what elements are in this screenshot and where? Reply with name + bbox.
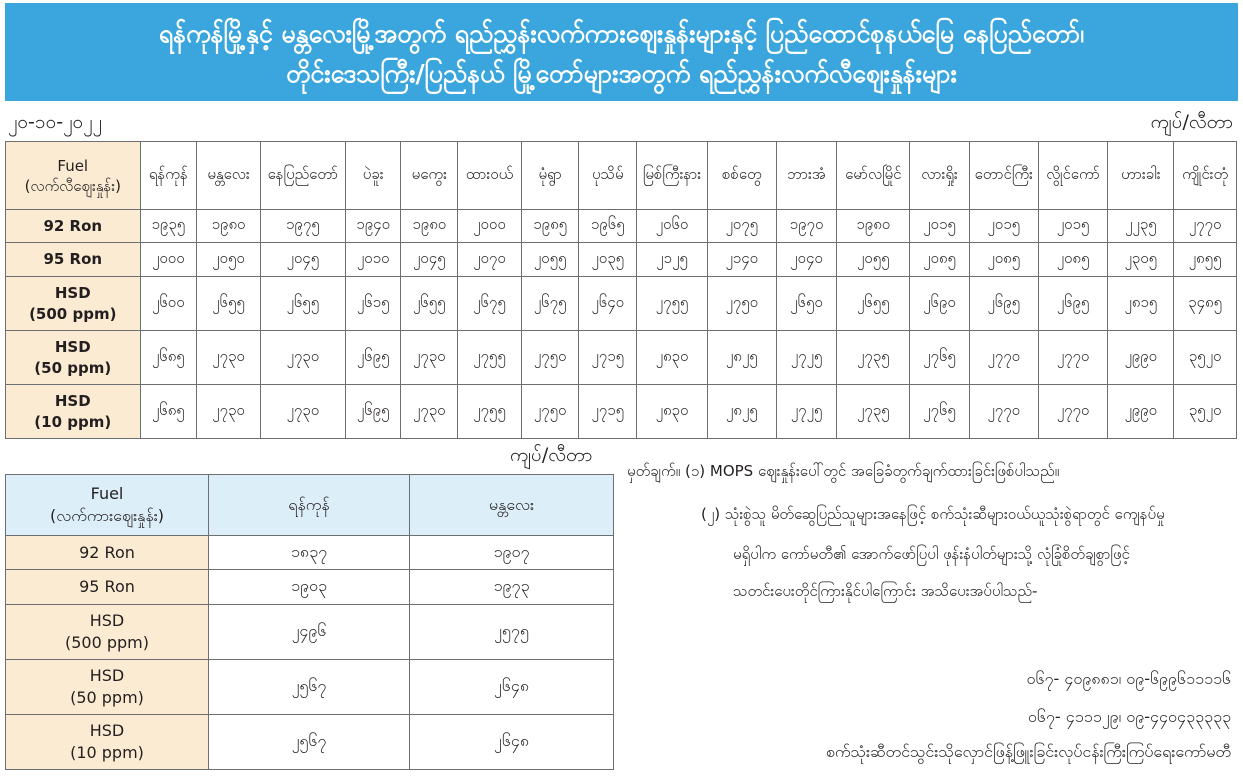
price-cell: ၂၁၂၅ (637, 243, 708, 277)
price-cell: ၂၇၅၅ (458, 385, 522, 439)
price-cell: ၁၉၃၅ (140, 210, 197, 243)
price-cell: ၂၆၇၅ (521, 277, 579, 331)
title-line-1: ရန်ကုန်မြို့နှင့် မန္တလေးမြို့အတွက် ရည်ညွှန်းလက်ကားဈေးနှုန်းများနှင့် ပြည်ထောင်စုနယ်မြေ နေပြည်တော်၊ (158, 19, 1085, 48)
price-cell: ၁၉၈၀ (197, 210, 261, 243)
price-cell: ၁၉၇၀ (776, 210, 837, 243)
price-cell: ၂၇၂၅ (776, 331, 837, 385)
price-cell: ၂၇၅၀ (707, 277, 776, 331)
price-cell: ၃၄၈၅ (1174, 277, 1237, 331)
table-row (6, 605, 614, 660)
price-cell: ၂၂၃၅ (1108, 210, 1174, 243)
price-cell: ၂၇၇၀ (969, 331, 1038, 385)
table-row (6, 277, 1237, 331)
price-cell: ၂၀၀၀ (140, 243, 197, 277)
price-cell: ၂၉၉၀ (1108, 331, 1174, 385)
city-header: ပဲခူး (345, 142, 401, 210)
price-cell: ၂၆၅၅ (197, 277, 261, 331)
price-cell: ၂၇၃၀ (197, 385, 261, 439)
city-header: နေပြည်တော် (260, 142, 345, 210)
price-cell: ၂၈၁၅ (1108, 277, 1174, 331)
price-cell: ၂၆၄၈ (410, 660, 614, 715)
price-cell: ၂၇၅၅ (637, 277, 708, 331)
price-cell: ၂၈၂၅ (707, 331, 776, 385)
price-cell: ၂၀၄၀ (776, 243, 837, 277)
city-header: မန္တလေး (197, 142, 261, 210)
price-cell: ၂၇၁၅ (579, 331, 637, 385)
price-cell: ၂၇၃၀ (401, 331, 458, 385)
city-header: မုံရွာ (521, 142, 579, 210)
city-header: မကွေး (401, 142, 458, 210)
price-cell: ၂၇၆၅ (910, 385, 970, 439)
table-row (6, 210, 1237, 243)
price-cell: ၂၀၄၅ (260, 243, 345, 277)
phone-numbers-2: ၀၆၇- ၄၁၁၁၂၉၊ ၀၉-၄၄၀၄၃၃၃၃၃ (1027, 707, 1231, 726)
price-cell: ၂၅၆၇ (209, 660, 410, 715)
price-cell: ၂၆၅၅ (260, 277, 345, 331)
fuel-type-label: HSD (10 ppm) (6, 715, 209, 770)
city-header: မော်လမြိုင် (837, 142, 910, 210)
price-cell: ၂၆၁၅ (345, 277, 401, 331)
table-row (6, 536, 614, 570)
city-header: မန္တလေး (410, 475, 614, 536)
city-header: ရန်ကုန် (140, 142, 197, 210)
price-cell: ၂၈၃၀ (637, 331, 708, 385)
city-header: ထားဝယ် (458, 142, 522, 210)
price-cell: ၂၇၃၀ (260, 385, 345, 439)
price-cell: ၂၀၇၅ (707, 210, 776, 243)
price-cell: ၂၇၃၅ (837, 385, 910, 439)
note-1: မှတ်ချက်။ (၁) MOPS ဈေးနှုန်းပေါ်တွင် အခြေခံတွက်ချက်ထားခြင်းဖြစ်ပါသည်။ (627, 462, 1060, 480)
price-cell: ၂၇၇၀ (969, 385, 1038, 439)
price-cell: ၂၀၈၅ (910, 243, 970, 277)
price-cell: ၁၉၈၀ (837, 210, 910, 243)
price-cell: ၁၉၇၅ (260, 210, 345, 243)
table-row (6, 385, 1237, 439)
price-cell: ၂၀၃၅ (579, 243, 637, 277)
unit-label-wholesale: ကျပ်/လီတာ (510, 444, 593, 466)
price-cell: ၁၉၀၃ (209, 570, 410, 605)
price-cell: ၂၆၅၅ (837, 277, 910, 331)
price-cell: ၂၀၈၅ (969, 243, 1038, 277)
price-cell: ၂၈၃၀ (637, 385, 708, 439)
price-cell: ၂၈၅၅ (1174, 243, 1237, 277)
price-cell: ၃၅၂၀ (1174, 331, 1237, 385)
fuel-header-wholesale: Fuel (လက်ကားဈေးနှုန်း) (6, 475, 209, 536)
fuel-type-label: 95 Ron (6, 570, 209, 605)
city-header: မြစ်ကြီးနား (637, 142, 708, 210)
fuel-header-retail: Fuel (လက်လီဈေးနှုန်း) (6, 142, 141, 210)
price-cell: ၂၆၉၅ (1038, 277, 1108, 331)
city-header: လားရှိုး (910, 142, 970, 210)
title-banner (5, 3, 1238, 101)
price-cell: ၂၇၆၅ (910, 331, 970, 385)
city-header: ဟားခါး (1108, 142, 1174, 210)
price-cell: ၂၇၅၀ (521, 331, 579, 385)
note-2-line-1: (၂) သုံးစွဲသူ မိတ်ဆွေပြည်သူများအနေဖြင့် စက်သုံးဆီများဝယ်ယူသုံးစွဲရာတွင် ကျေနပ်မှု (701, 505, 1165, 523)
price-cell: ၂၅၇၅ (410, 605, 614, 660)
price-cell: ၂၀၁၅ (969, 210, 1038, 243)
price-cell: ၂၀၄၅ (401, 243, 458, 277)
price-cell: ၂၆၄၀ (579, 277, 637, 331)
price-cell: ၂၆၈၅ (140, 331, 197, 385)
unit-label-retail: ကျပ်/လီတာ (1150, 111, 1233, 133)
price-cell: ၂၇၂၅ (776, 385, 837, 439)
fuel-type-label: HSD (10 ppm) (6, 385, 141, 439)
city-header: ရန်ကုန် (209, 475, 410, 536)
price-cell: ၁၉၈၀ (401, 210, 458, 243)
note-2-line-2: မရှိပါက ကော်မတီ၏ အောက်ဖော်ပြပါ ဖုန်းနံပါတ်များသို့ လုံခြုံစိတ်ချစွာဖြင့် (733, 545, 1130, 563)
table-row (6, 243, 1237, 277)
price-cell: ၂၆၇၅ (458, 277, 522, 331)
price-cell: ၂၇၃၀ (197, 331, 261, 385)
price-cell: ၂၆၀၀ (140, 277, 197, 331)
price-cell: ၂၆၉၀ (910, 277, 970, 331)
price-cell: ၂၀၅၀ (197, 243, 261, 277)
price-cell: ၂၉၉၀ (1108, 385, 1174, 439)
price-cell: ၂၁၄၀ (707, 243, 776, 277)
price-cell: ၂၇၃၀ (401, 385, 458, 439)
price-cell: ၂၇၅၅ (458, 331, 522, 385)
price-cell: ၂၆၉၅ (345, 385, 401, 439)
price-cell: ၁၉၇၃ (410, 570, 614, 605)
table-row (6, 331, 1237, 385)
price-cell: ၁၉၀၇ (410, 536, 614, 570)
city-header: ဘားအံ (776, 142, 837, 210)
price-cell: ၂၇၅၀ (521, 385, 579, 439)
wholesale-price-table (5, 474, 614, 770)
price-cell: ၁၈၃၇ (209, 536, 410, 570)
city-header: စစ်တွေ (707, 142, 776, 210)
price-cell: ၁၉၄၀ (345, 210, 401, 243)
price-cell: ၂၆၉၅ (969, 277, 1038, 331)
city-header: ပုသိမ် (579, 142, 637, 210)
date-label: ၂၀-၁၀-၂၀၂၂ (8, 111, 102, 133)
table-row (6, 715, 614, 770)
note-2-line-3: သတင်းပေးတိုင်ကြားနိုင်ပါကြောင်း အသိပေးအပ်ပါသည်- (733, 582, 1038, 600)
city-header: တောင်ကြီး (969, 142, 1038, 210)
price-cell: ၂၆၄၈ (410, 715, 614, 770)
price-cell: ၂၄၉၆ (209, 605, 410, 660)
fuel-type-label: HSD (500 ppm) (6, 277, 141, 331)
phone-numbers-1: ၀၆၇- ၄၀၉၈၈၁၊ ၀၉-၆၉၉၆၁၁၁၁၆ (1026, 669, 1231, 688)
price-cell: ၂၀၁၅ (1038, 210, 1108, 243)
price-cell: ၃၅၂၀ (1174, 385, 1237, 439)
price-cell: ၂၇၇၀ (1038, 385, 1108, 439)
price-cell: ၂၀၈၅ (1038, 243, 1108, 277)
price-cell: ၂၇၇၀ (1038, 331, 1108, 385)
fuel-type-label: HSD (500 ppm) (6, 605, 209, 660)
price-cell: ၂၆၈၅ (140, 385, 197, 439)
price-cell: ၂၀၅၅ (521, 243, 579, 277)
committee-name: စက်သုံးဆီတင်သွင်းသိုလှောင်ဖြန့်ဖြူးခြင်းလုပ်ငန်းကြီးကြပ်ရေးကော်မတီ (825, 742, 1231, 761)
table-row (6, 660, 614, 715)
table-row (6, 570, 614, 605)
fuel-type-label: HSD (50 ppm) (6, 331, 141, 385)
price-cell: ၁၉၆၅ (579, 210, 637, 243)
price-cell: ၂၆၉၅ (345, 331, 401, 385)
city-header: ကျိုင်းတုံ (1174, 142, 1237, 210)
price-cell: ၂၀၇၀ (458, 243, 522, 277)
price-cell: ၂၆၅၅ (401, 277, 458, 331)
price-cell: ၂၀၆၀ (637, 210, 708, 243)
price-cell: ၂၆၅၀ (776, 277, 837, 331)
fuel-type-label: 92 Ron (6, 536, 209, 570)
price-cell: ၂၀၀၀ (458, 210, 522, 243)
price-cell: ၂၇၃၅ (837, 331, 910, 385)
fuel-type-label: 95 Ron (6, 243, 141, 277)
city-header: လွိုင်ကော် (1038, 142, 1108, 210)
price-cell: ၂၅၆၇ (209, 715, 410, 770)
price-cell: ၂၀၁၅ (910, 210, 970, 243)
price-cell: ၁၉၈၅ (521, 210, 579, 243)
price-cell: ၂၀၅၅ (837, 243, 910, 277)
price-cell: ၂၈၂၅ (707, 385, 776, 439)
retail-price-table (5, 141, 1237, 439)
price-cell: ၂၇၇၀ (1174, 210, 1237, 243)
fuel-type-label: HSD (50 ppm) (6, 660, 209, 715)
price-cell: ၂၇၃၀ (260, 331, 345, 385)
fuel-type-label: 92 Ron (6, 210, 141, 243)
price-cell: ၂၃၀၅ (1108, 243, 1174, 277)
price-cell: ၂၀၁၀ (345, 243, 401, 277)
title-line-2: တိုင်းဒေသကြီး/ပြည်နယ် မြို့တော်များအတွက် ရည်ညွှန်းလက်လီဈေးနှုန်းများ (286, 59, 957, 88)
price-cell: ၂၇၁၅ (579, 385, 637, 439)
